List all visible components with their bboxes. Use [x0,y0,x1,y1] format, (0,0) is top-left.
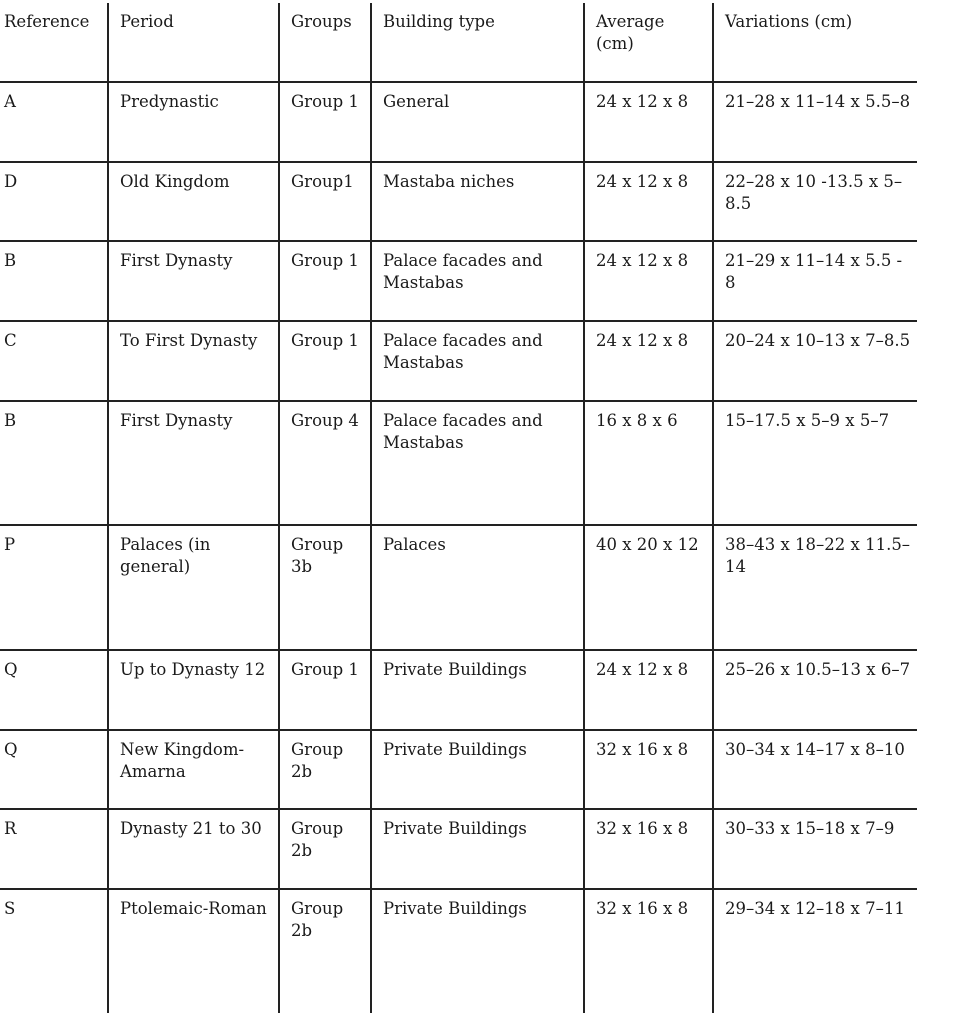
cell-variations: 30–33 x 15–18 x 7–9 [713,809,917,889]
cell-reference: Q [0,650,108,730]
cell-reference: P [0,525,108,650]
cell-building-type: Private Buildings [371,650,584,730]
cell-reference: C [0,321,108,401]
cell-groups: Group 1 [279,321,371,401]
header-period: Period [108,3,279,82]
cell-building-type: Palace facades and Mastabas [371,241,584,321]
cell-period: Ptolemaic-Roman [108,889,279,1013]
cell-average: 32 x 16 x 8 [584,730,713,809]
header-reference: Reference [0,3,108,82]
table-row [0,525,917,650]
header-variations: Variations (cm) [725,12,853,31]
cell-average: 24 x 12 x 8 [584,162,713,241]
cell-groups: Group 2b [279,889,371,1013]
header-average: Average (cm) [584,3,713,82]
table-row [0,241,917,321]
cell-groups: Group 1 [279,650,371,730]
table-row [0,730,917,809]
cell-groups: Group 4 [279,401,371,525]
cell-period: To First Dynasty [108,321,279,401]
cell-building-type: Palaces [371,525,584,650]
cell-average: 16 x 8 x 6 [584,401,713,525]
cell-period: Up to Dynasty 12 [108,650,279,730]
cell-variations: 38–43 x 18–22 x 11.5–14 [713,525,917,650]
cell-building-type: Private Buildings [371,809,584,889]
table-row [0,401,917,525]
cell-average: 32 x 16 x 8 [584,889,713,1013]
cell-variations: 29–34 x 12–18 x 7–11 [713,889,917,1013]
cell-variations: 21–28 x 11–14 x 5.5–8 [713,82,917,162]
cell-variations: 15–17.5 x 5–9 x 5–7 [713,401,917,525]
cell-building-type: Palace facades and Mastabas [371,401,584,525]
cell-variations: 30–34 x 14–17 x 8–10 [713,730,917,809]
cell-reference: Q [0,730,108,809]
cell-average: 32 x 16 x 8 [584,809,713,889]
table-row [0,889,917,1013]
brick-dimensions-table [0,3,917,1013]
cell-reference: B [0,401,108,525]
cell-building-type: General [371,82,584,162]
cell-period: Old Kingdom [108,162,279,241]
cell-groups: Group 3b [279,525,371,650]
cell-average: 24 x 12 x 8 [584,650,713,730]
cell-period: Palaces (in general) [108,525,279,650]
cell-variations: 20–24 x 10–13 x 7–8.5 [713,321,917,401]
cell-reference: A [0,82,108,162]
table-row [0,650,917,730]
cell-reference: S [0,889,108,1013]
cell-period: Predynastic [108,82,279,162]
cell-reference: B [0,241,108,321]
cell-groups: Group 2b [279,730,371,809]
cell-groups: Group 1 [279,241,371,321]
cell-reference: D [0,162,108,241]
table-row [0,321,917,401]
table-row [0,82,917,162]
cell-reference: R [0,809,108,889]
cell-period: New Kingdom-Amarna [108,730,279,809]
cell-variations: 25–26 x 10.5–13 x 6–7 [713,650,917,730]
cell-average: 24 x 12 x 8 [584,82,713,162]
header-row [0,3,917,82]
header-groups: Groups [279,3,371,82]
cell-groups: Group1 [279,162,371,241]
cell-average: 24 x 12 x 8 [584,321,713,401]
cell-groups: Group 2b [279,809,371,889]
cell-building-type: Palace facades and Mastabas [371,321,584,401]
cell-building-type: Private Buildings [371,730,584,809]
cell-building-type: Mastaba niches [371,162,584,241]
cell-building-type: Private Buildings [371,889,584,1013]
table-row [0,162,917,241]
cell-period: Dynasty 21 to 30 [108,809,279,889]
cell-variations: 22–28 x 10 -13.5 x 5–8.5 [713,162,917,241]
cell-groups: Group 1 [279,82,371,162]
cell-period: First Dynasty [108,401,279,525]
cell-average: 40 x 20 x 12 [584,525,713,650]
cell-variations: 21–29 x 11–14 x 5.5 - 8 [713,241,917,321]
header-building-type: Building type [371,3,584,82]
cell-period: First Dynasty [108,241,279,321]
table-row [0,809,917,889]
cell-average: 24 x 12 x 8 [584,241,713,321]
